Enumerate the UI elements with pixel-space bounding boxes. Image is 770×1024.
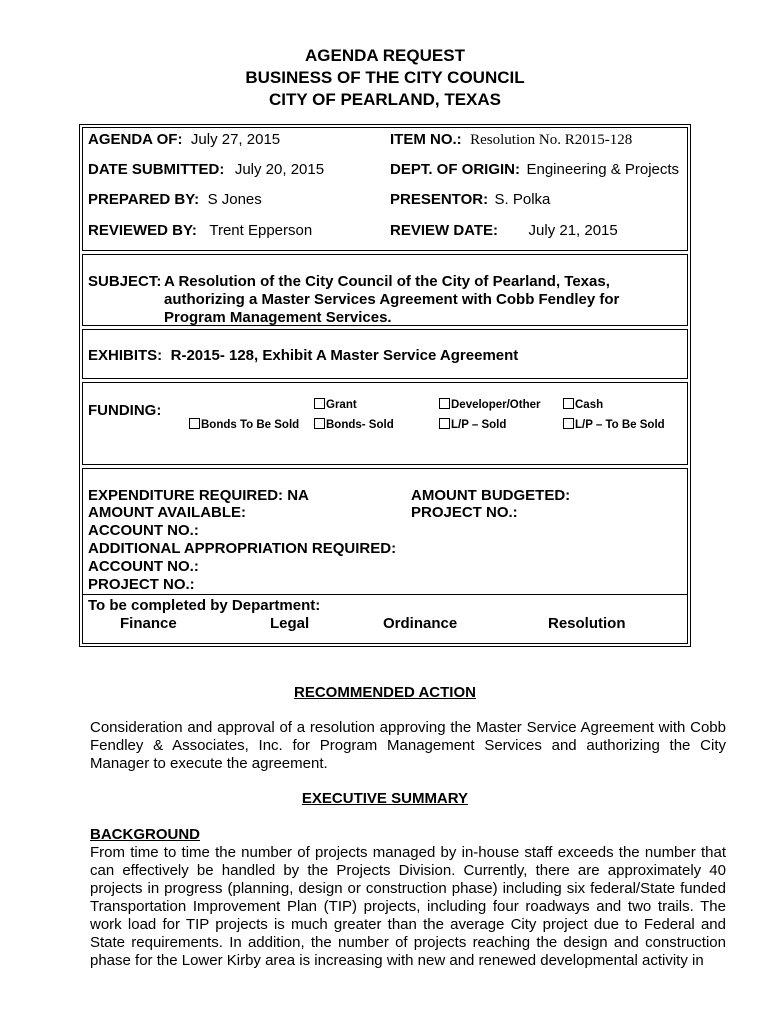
department-legal: Legal: [270, 615, 310, 632]
lp-sold-label: L/P – Sold: [451, 419, 507, 431]
grant-checkbox[interactable]: [314, 398, 325, 409]
date-submitted-label: DATE SUBMITTED:: [88, 161, 225, 178]
amount-budgeted: AMOUNT BUDGETED:: [411, 487, 571, 504]
date-submitted-row: [88, 161, 324, 179]
agenda-of-label: AGENDA OF:: [88, 131, 183, 148]
presentor-label: PRESENTOR:: [390, 191, 489, 208]
recommended-action-heading: RECOMMENDED ACTION: [294, 684, 476, 701]
department-heading: To be completed by Department:: [88, 597, 321, 614]
developer-other-label: Developer/Other: [451, 399, 541, 411]
funding-cash[interactable]: [563, 398, 603, 411]
funding-grant[interactable]: [314, 398, 357, 411]
project-no-left: PROJECT NO.:: [88, 576, 195, 593]
title-business: BUSINESS OF THE CITY COUNCIL: [245, 68, 525, 87]
expenditure-required: EXPENDITURE REQUIRED: NA: [88, 487, 309, 504]
funding-lp-sold[interactable]: [439, 418, 506, 431]
reviewed-by-row: [88, 222, 312, 240]
title-city: CITY OF PEARLAND, TEXAS: [268, 90, 502, 109]
item-no-value: Resolution No. R2015-128: [470, 132, 633, 148]
bonds-to-be-sold-label: Bonds To Be Sold: [201, 419, 300, 431]
prepared-by-label: PREPARED BY:: [88, 191, 200, 208]
funding-label: FUNDING:: [88, 402, 162, 419]
grant-label: Grant: [326, 399, 357, 411]
department-divider: [82, 594, 688, 595]
presentor-row: [390, 191, 550, 209]
review-date-row: [390, 222, 618, 240]
cash-label: Cash: [575, 399, 604, 411]
account-no-2: ACCOUNT NO.:: [88, 558, 199, 575]
prepared-by-value: S Jones: [207, 191, 262, 208]
exhibits-row: [88, 347, 518, 365]
funding-lp-to-be-sold[interactable]: [563, 418, 665, 431]
reviewed-by-label: REVIEWED BY:: [88, 222, 197, 239]
exhibits-value: R-2015- 128, Exhibit A Master Service Agreement: [170, 347, 519, 364]
item-no-row: [390, 131, 632, 149]
subject-line-2: authorizing a Master Services Agreement with Cobb Fendley for: [164, 291, 620, 308]
dept-origin-row: [390, 161, 679, 179]
subject-line-1: A Resolution of the City Council of the City of Pearland, Texas,: [164, 273, 610, 290]
department-finance: Finance: [120, 615, 177, 632]
review-date-value: July 21, 2015: [528, 222, 618, 239]
lp-to-be-sold-label: L/P – To Be Sold: [575, 419, 665, 431]
agenda-of-value: July 27, 2015: [190, 131, 281, 148]
dept-origin-value: Engineering & Projects: [526, 161, 680, 178]
background-text: From time to time the number of projects managed by in-house staff exceeds the number that can effectively be handled by the Projects Division. Currently, there are approximately 40 projects in progress (planning, design or construction phase) including six federal/State funded Transportation Improvement Plan (TIP) projects, including four roadways and two trails. The work load for TIP projects is much greater than the average City project due to Federal and State requirements. In addition, the number of projects reaching the design and construction phase for the Lower Kirby area is increasing with new and renewed developmental activity in: [90, 844, 726, 969]
agenda-of-row: [88, 131, 280, 149]
department-ordinance: Ordinance: [383, 615, 458, 632]
dept-origin-label: DEPT. OF ORIGIN:: [390, 161, 521, 178]
prepared-by-row: [88, 191, 262, 209]
subject-label: SUBJECT:: [88, 273, 162, 290]
project-no-right: PROJECT NO.:: [411, 504, 518, 521]
developer-other-checkbox[interactable]: [439, 398, 450, 409]
background-heading: BACKGROUND: [90, 826, 200, 843]
date-submitted-value: July 20, 2015: [234, 161, 325, 178]
bonds-sold-label: Bonds- Sold: [326, 419, 394, 431]
department-resolution: Resolution: [548, 615, 626, 632]
account-no-1: ACCOUNT NO.:: [88, 522, 199, 539]
cash-checkbox[interactable]: [563, 398, 574, 409]
title-agenda-request: AGENDA REQUEST: [305, 46, 465, 65]
bonds-sold-checkbox[interactable]: [314, 418, 325, 429]
funding-bonds-sold[interactable]: [314, 418, 394, 431]
recommended-action-text: Consideration and approval of a resolution approving the Master Service Agreement with Cobb Fendley & Associates, Inc. for Program Management Services and authorizing the City Manager to execute the agreement.: [90, 719, 726, 772]
funding-bonds-to-be-sold[interactable]: [189, 418, 299, 431]
bonds-to-be-sold-checkbox[interactable]: [189, 418, 200, 429]
amount-available: AMOUNT AVAILABLE:: [88, 504, 247, 521]
review-date-label: REVIEW DATE:: [390, 222, 499, 239]
lp-to-be-sold-checkbox[interactable]: [563, 418, 574, 429]
funding-developer-other[interactable]: [439, 398, 540, 411]
additional-appropriation: ADDITIONAL APPROPRIATION REQUIRED:: [88, 540, 397, 557]
presentor-value: S. Polka: [494, 191, 551, 208]
lp-sold-checkbox[interactable]: [439, 418, 450, 429]
executive-summary-heading: EXECUTIVE SUMMARY: [301, 790, 469, 807]
subject-line-3: Program Management Services.: [164, 309, 392, 326]
exhibits-label: EXHIBITS:: [88, 347, 163, 364]
item-no-label: ITEM NO.:: [390, 131, 462, 148]
reviewed-by-value: Trent Epperson: [209, 222, 313, 239]
